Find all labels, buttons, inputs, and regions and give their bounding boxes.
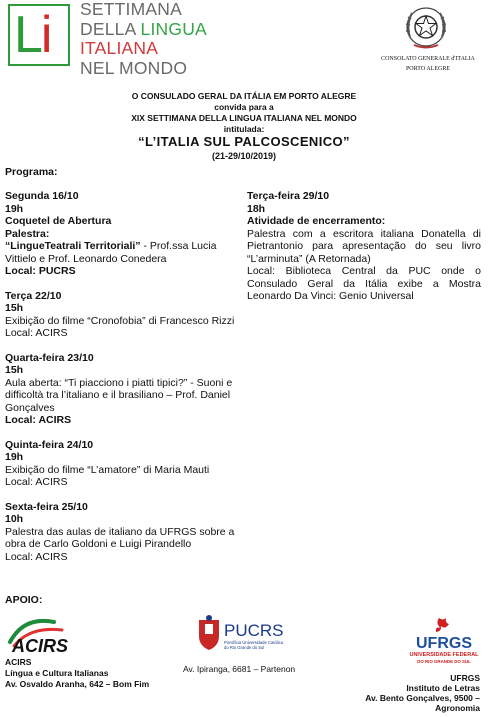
logo-line-2-b: LINGUA xyxy=(140,18,207,39)
event-time: 18h xyxy=(247,202,266,215)
event-location: Local: ACIRS xyxy=(5,550,68,563)
italian-republic-emblem-icon xyxy=(402,3,450,53)
event-time: 19h xyxy=(5,451,24,463)
schedule-left-column xyxy=(5,190,235,575)
pucrs-logo xyxy=(196,614,296,654)
event-location xyxy=(5,265,235,278)
schedule-right-column xyxy=(247,190,481,303)
acirs-logo xyxy=(6,612,78,660)
logo-letter-i: i xyxy=(40,6,51,64)
event-description-bold: “LingueTeatrali Territoriali” xyxy=(5,240,141,252)
logo-line-2-a: DELLA xyxy=(80,18,141,39)
event-time: 15h xyxy=(5,302,24,314)
acirs-name: ACIRS xyxy=(5,657,32,667)
event-block-thursday xyxy=(5,439,235,489)
event-day: Terça-feira 29/10 xyxy=(247,190,330,202)
consulate-name: CONSOLATO GENERALE d'ITALIA xyxy=(381,56,475,62)
event-day: Quarta-feira 23/10 xyxy=(5,351,94,364)
consulate-city: PORTO ALEGRE xyxy=(405,66,451,72)
event-day: Segunda 16/10 xyxy=(5,190,79,202)
ufrgs-institute: Instituto de Letras xyxy=(406,683,480,693)
logo-line-3: ITALIANA xyxy=(80,38,159,58)
ufrgs-logo-sub1: UNIVERSIDADE FEDERAL xyxy=(409,652,479,658)
event-description: Exibição do filme “L’amatore” di Maria Mauti xyxy=(5,463,210,476)
acirs-subtitle: Língua e Cultura Italianas xyxy=(5,668,109,678)
event-description: Aula aberta: “Ti piacciono i piatti tipici?” - Suoni e difficoltà tra l’italiano e il brasiliano – Prof. Daniel Gonçalves xyxy=(5,376,233,414)
ufrgs-logo xyxy=(405,614,483,668)
event-title: “L’ITALIA SUL PALCOSCENICO” xyxy=(138,134,350,149)
acirs-logo-text: ACIRS xyxy=(12,636,69,656)
logo-line-1: SETTIMANA xyxy=(80,0,182,19)
logo-line-4: NEL MONDO xyxy=(80,57,188,78)
event-day: Sexta-feira 25/10 xyxy=(5,500,88,513)
logo-letter-l: L xyxy=(14,6,41,64)
pucrs-logo-sub1: Pontifícia Universidade Católica xyxy=(224,640,284,645)
event-day: Terça 22/10 xyxy=(5,289,62,302)
pucrs-logo-sub2: do Rio Grande do Sul xyxy=(224,645,265,650)
logo-wordmark xyxy=(80,0,207,78)
event-day: Quinta-feira 24/10 xyxy=(5,438,94,451)
event-time: 19h xyxy=(5,202,24,215)
pucrs-address: Av. Ipiranga, 6681 – Partenon xyxy=(183,664,296,674)
ufrgs-address-line-1: Av. Bento Gonçalves, 9500 – xyxy=(365,693,480,703)
ufrgs-name: UFRGS xyxy=(450,673,480,683)
header-line-4: intitulada: xyxy=(223,124,265,134)
event-description: Palestra das aulas de italiano da UFRGS sobre a obra de Carlo Goldoni e Luigi Pirandello xyxy=(5,525,235,550)
header-line-2: convida para a xyxy=(214,102,274,112)
event-dates: (21-29/10/2019) xyxy=(211,151,277,161)
pucrs-logo-text: PUCRS xyxy=(224,621,284,640)
event-subtitle: Coquetel de Abertura xyxy=(5,215,112,227)
logo-line-2 xyxy=(80,20,207,40)
event-location-label: Local: xyxy=(5,265,36,277)
event-subtitle-2: Palestra: xyxy=(5,227,50,240)
event-description xyxy=(5,240,235,265)
header-line-3: XIX SETTIMANA DELLA LINGUA ITALIANA NEL MONDO xyxy=(131,113,357,123)
event-subtitle: Atividade de encerramento: xyxy=(247,215,386,227)
event-location: Local: ACIRS xyxy=(5,327,68,339)
header-line-1: O CONSULADO GERAL DA ITÁLIA EM PORTO ALEGRE xyxy=(131,91,357,101)
programa-heading: Programa: xyxy=(5,166,58,178)
li-logo-mark xyxy=(8,4,70,66)
event-location: Local: ACIRS xyxy=(5,414,72,426)
ufrgs-logo-text: UFRGS xyxy=(416,635,472,652)
event-location: Local: ACIRS xyxy=(5,476,68,488)
event-block-friday xyxy=(5,501,235,564)
event-description-text: - Prof.ssa Lucia Vittielo e Prof. Leonardo Conedera xyxy=(5,240,217,265)
event-block-wednesday xyxy=(5,352,235,427)
ufrgs-address-line-2: Agronomia xyxy=(435,703,480,713)
event-block-monday xyxy=(5,190,235,278)
event-description: Exibição do filme “Cronofobia” di Francesco Rizzi xyxy=(5,314,235,327)
event-description: Palestra com a escritora italiana Donatella di Pietrantonio para apresentação do seu livro “L’arminuta” (A Retornada) xyxy=(247,227,481,265)
event-time: 10h xyxy=(5,513,24,525)
event-time: 15h xyxy=(5,364,24,376)
apoio-heading: APOIO: xyxy=(5,594,43,606)
acirs-address: Av. Osvaldo Aranha, 642 – Bom Fim xyxy=(5,679,150,689)
event-location-value: PUCRS xyxy=(35,265,76,277)
ufrgs-logo-sub2: DO RIO GRANDE DO SUL xyxy=(417,659,471,664)
event-block-tuesday xyxy=(5,290,235,340)
event-location: Local: Biblioteca Central da PUC onde o Consulado Geral da Itália exibe a Mostra Leonardo Da Vinci: Genio Universal xyxy=(247,265,481,302)
